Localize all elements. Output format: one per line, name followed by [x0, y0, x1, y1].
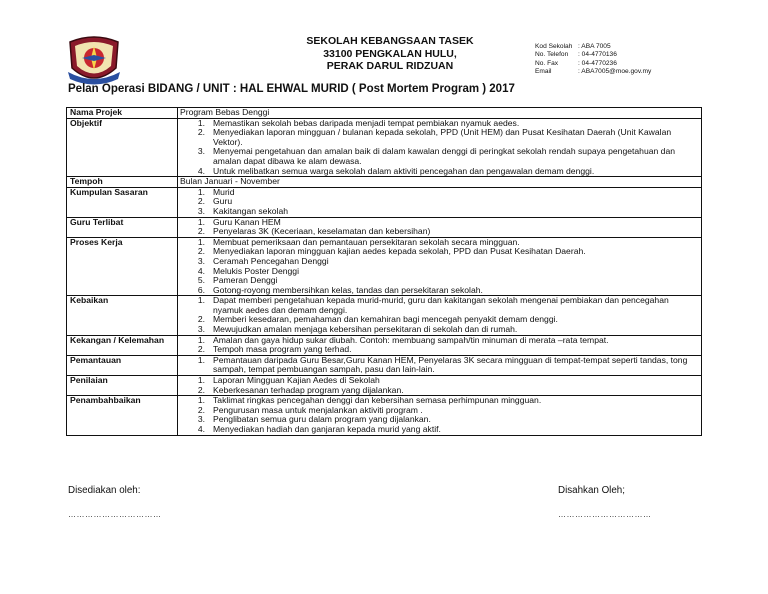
row-label: Tempoh — [67, 177, 178, 188]
list-item — [180, 227, 698, 237]
list-item — [180, 356, 698, 375]
list-number: 4. — [197, 424, 205, 434]
row-content — [178, 177, 702, 188]
document-title: Pelan Operasi BIDANG / UNIT : HAL EHWAL MURID ( Post Mortem Program ) 2017 — [68, 83, 515, 95]
list-text: Keberkesanan terhadap program yang dijalankan. — [213, 384, 404, 395]
list-number: 2. — [197, 246, 205, 257]
list-item — [180, 345, 698, 355]
list-text: Ceramah Pencegahan Denggi — [213, 255, 329, 266]
row-label: Penambahbaikan — [67, 396, 178, 435]
list-number: 3. — [197, 414, 205, 425]
list-text: Membuat pemeriksaan dan pemantauan persekitaran sekolah secara mingguan. — [213, 236, 520, 247]
table-row — [67, 108, 702, 119]
list-item — [180, 425, 698, 435]
list-number: 2. — [197, 127, 205, 138]
contact-row — [535, 60, 651, 68]
contact-value: : ABA7005@moe.gov.my — [578, 67, 652, 75]
list-text: Menyediakan laporan mingguan / bulanan kepada sekolah, PPD (Unit HEM) dan Pusat Kesihatan Daerah (Unit Kawalan Vektor). — [213, 127, 672, 147]
list-item — [180, 207, 698, 217]
contact-value: : 04-4770236 — [578, 59, 617, 67]
list-item — [180, 286, 698, 296]
list-item — [180, 296, 698, 315]
approved-by-label: Disahkan Oleh; — [558, 485, 625, 496]
contact-row — [535, 68, 651, 76]
contact-info — [535, 43, 651, 76]
list-item — [180, 128, 698, 147]
row-label: Kekangan / Kelemahan — [67, 335, 178, 355]
contact-label: No. Fax — [535, 59, 559, 67]
row-content — [178, 335, 702, 355]
list-text: Pengurusan masa untuk menjalankan aktiviti program . — [213, 404, 423, 415]
row-text: Program Bebas Denggi — [180, 107, 270, 117]
row-label: Kumpulan Sasaran — [67, 187, 178, 217]
list-number: 4. — [197, 265, 205, 276]
list-number: 3. — [197, 205, 205, 216]
table-row — [67, 355, 702, 375]
list-number: 1. — [197, 186, 205, 197]
list-number: 2. — [197, 404, 205, 415]
list-number: 2. — [197, 314, 205, 325]
list-number: 2. — [197, 196, 205, 207]
list-text: Memberi kesedaran, pemahaman dan kemahiran bagi mencegah penyakit demam denggi. — [213, 314, 558, 325]
list-item — [180, 188, 698, 198]
list-number: 5. — [197, 275, 205, 286]
list-number: 1. — [197, 354, 205, 365]
table-row — [67, 177, 702, 188]
prepared-by-label: Disediakan oleh: — [68, 485, 141, 496]
row-label: Objektif — [67, 118, 178, 177]
list-text: Kakitangan sekolah — [213, 205, 289, 216]
row-label: Penilaian — [67, 376, 178, 396]
table-row — [67, 396, 702, 435]
prepared-signature-line: …………………………… — [68, 510, 162, 519]
list-number: 1. — [197, 395, 205, 406]
row-content — [178, 237, 702, 296]
contact-label: No. Telefon — [535, 51, 569, 59]
list-text: Menyediakan laporan mingguan kajian aedes kepada sekolah, PPD dan Pusat Kesihatan Daerah. — [213, 246, 586, 257]
list-number: 3. — [197, 324, 205, 335]
table-row — [67, 335, 702, 355]
list-text: Murid — [213, 186, 235, 197]
table-row — [67, 187, 702, 217]
table-row — [67, 217, 702, 237]
row-text: Bulan Januari - November — [180, 176, 280, 187]
list-text: Laporan Mingguan Kajian Aedes di Sekolah — [213, 375, 380, 386]
list-number: 2. — [197, 226, 205, 237]
list-text: Guru — [213, 196, 233, 207]
list-number: 1. — [197, 216, 205, 227]
list-item — [180, 386, 698, 396]
table-row — [67, 376, 702, 396]
table-row — [67, 296, 702, 335]
list-text: Untuk melibatkan semua warga sekolah dalam aktiviti pencegahan dan pengawalan demam denggi. — [213, 165, 595, 176]
list-text: Menyediakan hadiah dan ganjaran kepada murid yang aktif. — [213, 424, 441, 434]
list-text: Amalan dan gaya hidup sukar diubah. Contoh: membuang sampah/tin minuman di merata –rata tempat. — [213, 334, 609, 345]
table-row — [67, 118, 702, 177]
contact-row — [535, 51, 651, 59]
contact-value: : ABA 7005 — [578, 43, 611, 50]
row-label: Guru Terlibat — [67, 217, 178, 237]
table-row — [67, 237, 702, 296]
list-text: Dapat memberi pengetahuan kepada murid-murid, guru dan kakitangan sekolah mengenai pembiakan dan pencegahan nyamuk aedes dan demam denggi. — [213, 295, 669, 315]
row-content — [178, 217, 702, 237]
row-label: Kebaikan — [67, 296, 178, 335]
row-label: Nama Projek — [67, 108, 178, 119]
list-text: Menyemai pengetahuan dan amalan baik di dalam kawalan denggi di peringkat sekolah rendah supaya pengetahuan dan amalan dapat dibawa ke alam dewasa. — [213, 146, 676, 166]
list-text: Tempoh masa program yang terhad. — [213, 344, 352, 355]
list-number: 2. — [197, 384, 205, 395]
row-content — [178, 187, 702, 217]
list-number: 6. — [197, 284, 205, 295]
list-number: 3. — [197, 255, 205, 266]
contact-value: : 04-4770136 — [578, 51, 617, 59]
row-content — [178, 376, 702, 396]
list-text: Pemantauan daripada Guru Besar,Guru Kanan HEM, Penyelaras 3K secara mingguan di tempat-tempat seperti tandas, tong sampah, tempat pembuangan sampah, pasu dan lain-lain. — [213, 354, 688, 375]
list-text: Pameran Denggi — [213, 275, 278, 286]
list-item — [180, 325, 698, 335]
contact-label: Kod Sekolah — [535, 43, 573, 50]
school-crest-icon — [66, 34, 122, 86]
list-text: Memastikan sekolah bebas daripada menjadi tempat pembiakan nyamuk aedes. — [213, 117, 520, 128]
list-number: 1. — [197, 295, 205, 306]
list-text: Gotong-royong membersihkan kelas, tandas dan persekitaran sekolah. — [213, 284, 483, 295]
approved-signature-line: …………………………… — [558, 510, 652, 519]
list-item — [180, 167, 698, 177]
school-name: SEKOLAH KEBANGSAAN TASEK — [306, 35, 474, 47]
list-text: Melukis Poster Denggi — [213, 265, 299, 276]
list-text: Taklimat ringkas pencegahan denggi dan kebersihan semasa perhimpunan mingguan. — [213, 395, 542, 406]
school-name-block — [270, 35, 510, 73]
contact-label: Email — [535, 67, 552, 75]
row-label: Pemantauan — [67, 355, 178, 375]
list-number: 3. — [197, 146, 205, 157]
list-number: 1. — [197, 236, 205, 247]
row-content — [178, 118, 702, 177]
school-state: PERAK DARUL RIDZUAN — [326, 60, 454, 72]
row-content — [178, 108, 702, 119]
list-item — [180, 147, 698, 166]
list-number: 4. — [197, 165, 205, 176]
list-number: 1. — [197, 334, 205, 345]
school-address: 33100 PENGKALAN HULU, — [323, 47, 457, 60]
row-content — [178, 396, 702, 435]
row-content — [178, 355, 702, 375]
list-number: 1. — [197, 117, 205, 128]
list-number: 2. — [197, 344, 205, 355]
list-text: Penglibatan semua guru dalam program yang dijalankan. — [213, 414, 431, 425]
list-text: Guru Kanan HEM — [213, 216, 281, 227]
list-text: Penyelaras 3K (Keceriaan, keselamatan dan kebersihan) — [213, 226, 431, 237]
contact-row — [535, 43, 651, 51]
operation-plan-table — [66, 107, 702, 436]
row-content — [178, 296, 702, 335]
row-label: Proses Kerja — [67, 237, 178, 296]
list-number: 1. — [197, 375, 205, 386]
list-text: Mewujudkan amalan menjaga kebersihan persekitaran di sekolah dan di rumah. — [213, 324, 518, 335]
